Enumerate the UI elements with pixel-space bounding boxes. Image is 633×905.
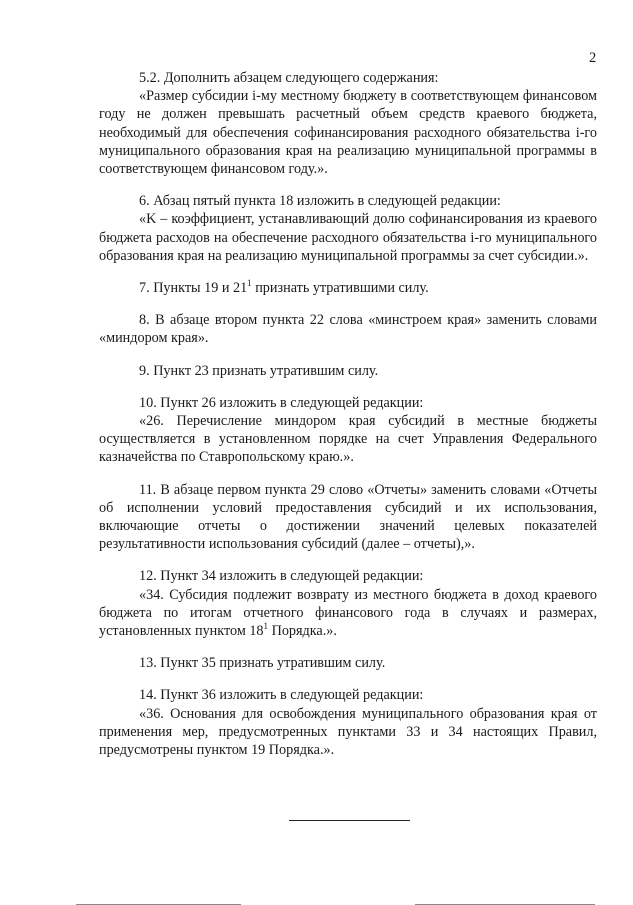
item-12-superscript: 1	[263, 621, 269, 632]
item-7	[99, 279, 597, 297]
item-14-heading: 14. Пункт 36 изложить в следующей редакции:	[139, 687, 424, 704]
item-7-superscript: 1	[247, 278, 252, 289]
item-12-heading: 12. Пункт 34 изложить в следующей редакции:	[139, 568, 424, 585]
item-10-text: «26. Перечисление миндором края субсидий в местные бюджеты осуществляется в установленном порядке на счет Управления Федерального казначейства по Ставропольскому краю.».	[99, 413, 597, 466]
item-6-text: «K – коэффициент, устанавливающий долю софинансирования из краевого бюджета расходов на обеспечение расходного обязательства i-го муниципального образования края на реализацию муниципальной программы за счет субсидии.».	[99, 211, 597, 264]
item-8: 8. В абзаце втором пункта 22 слова «минстроем края» заменить словами «миндором края».	[99, 312, 597, 347]
item-11: 11. В абзаце первом пункта 29 слово «Отчеты» заменить словами «Отчеты об исполнении условий предоставления субсидий и их использования, включающие отчеты о достижении значений целевых показателей результативности использования субсидий (далее – отчеты),».	[99, 481, 597, 553]
item-7-text-end: признать утратившими силу.	[251, 280, 429, 297]
item-13: 13. Пункт 35 признать утратившим силу.	[139, 655, 386, 672]
item-10-heading: 10. Пункт 26 изложить в следующей редакции:	[139, 394, 424, 411]
item-7-text: 7. Пункты 19 и 21	[139, 280, 248, 297]
item-12-text-main: «34. Субсидия подлежит возврату из местного бюджета в доход краевого бюджета по итогам отчетного финансового года в случаях и размерах, установленных пунктом 18	[99, 586, 597, 640]
item-12-text	[99, 586, 597, 641]
page-number: 2	[589, 50, 597, 66]
item-9: 9. Пункт 23 признать утратившим силу.	[139, 362, 379, 379]
item-5-2-text: «Размер субсидии i-му местному бюджету в соответствующем финансовом году не должен превышать расчетный объем средств краевого бюджета, необходимый для обеспечения софинансирования расходного обязательства i-го муниципального образования края на реализацию муниципальной программы в соответствующем финансовом году.».	[99, 88, 597, 178]
closing-separator-line	[289, 820, 410, 821]
item-5-2-heading: 5.2. Дополнить абзацем следующего содержания:	[139, 70, 439, 86]
document-body	[99, 69, 597, 759]
item-14-text: «36. Основания для освобождения муниципального образования края от применения мер, предусмотренных пунктами 33 и 34 настоящих Правил, предусмотрены пунктом 19 Порядка.».	[99, 705, 597, 759]
item-6-heading: 6. Абзац пятый пункта 18 изложить в следующей редакции:	[139, 193, 501, 210]
item-12-text-end: Порядка.».	[268, 623, 337, 640]
